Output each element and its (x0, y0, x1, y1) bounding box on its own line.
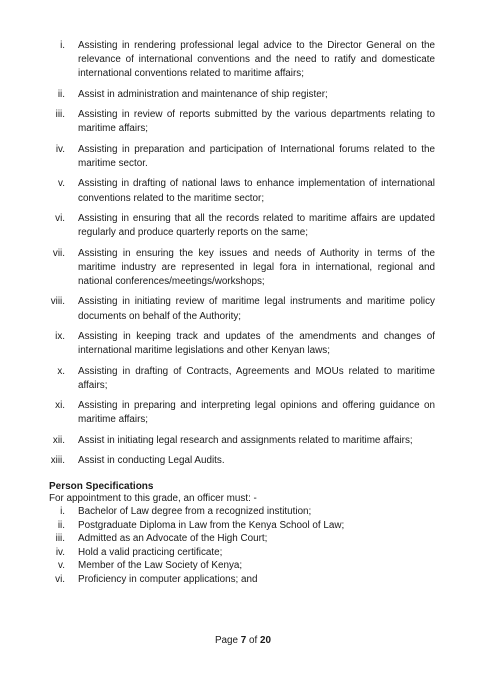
duties-list (43, 39, 435, 475)
item-number: i. (60, 506, 65, 517)
item-text: Assist in administration and maintenance of ship register; (78, 88, 328, 100)
item-number: vi. (55, 212, 65, 224)
list-item (43, 434, 435, 448)
item-text: Assist in conducting Legal Audits. (78, 455, 225, 467)
page-footer (0, 634, 486, 647)
list-item (43, 454, 435, 468)
item-number: xiii. (50, 455, 65, 467)
current-page-number: 7 (240, 635, 247, 646)
list-item (43, 295, 435, 323)
item-text: Proficiency in computer applications; and (78, 573, 258, 585)
list-item (43, 143, 435, 171)
list-item (43, 108, 435, 136)
item-text: Assisting in ensuring the key issues and needs of Authority in terms of the maritime industry are represented in legal fora in international, regional and national conferences/meetings/workshops; (78, 247, 435, 287)
item-number: xii. (52, 434, 65, 446)
page-label: Page (214, 635, 239, 646)
item-number: ix. (55, 330, 65, 342)
item-text: Assisting in initiating review of maritime legal instruments and maritime policy documents on behalf of the Authority; (78, 296, 435, 322)
total-pages-number: 20 (260, 635, 272, 646)
item-number: iv. (55, 546, 65, 558)
item-number: i. (60, 40, 65, 51)
list-item (44, 505, 434, 519)
list-item (43, 247, 435, 290)
list-item (44, 532, 434, 546)
item-number: v. (58, 560, 65, 572)
item-text: Assisting in rendering professional legal advice to the Director General on the relevance of international conventions and the need to ratify and domesticate international conventions related to maritime affairs; (78, 40, 435, 80)
person-specifications-list (44, 505, 434, 587)
item-number: iii. (55, 533, 65, 545)
item-text: Hold a valid practicing certificate; (78, 546, 223, 558)
item-text: Assisting in review of reports submitted by the various departments relating to maritime affairs; (78, 109, 435, 135)
item-number: x. (57, 365, 65, 377)
item-text: Assisting in drafting of national laws to enhance implementation of international conventions related to the maritime sector; (78, 178, 435, 204)
item-number: iv. (55, 143, 65, 155)
item-number: iii. (55, 109, 65, 121)
item-text: Admitted as an Advocate of the High Court; (78, 533, 268, 545)
item-number: vi. (55, 573, 65, 585)
list-item (44, 559, 434, 573)
item-text: Assisting in keeping track and updates of the amendments and changes of international maritime legislations and other Kenyan laws; (78, 330, 435, 357)
item-text: Assisting in ensuring that all the records related to maritime affairs are updated regularly and produce quarterly reports on the same; (78, 212, 435, 239)
item-text: Assisting in preparation and participation of International forums related to the maritime sector. (78, 143, 435, 169)
item-text: Assisting in drafting of Contracts, Agreements and MOUs related to maritime affairs; (78, 365, 435, 391)
list-item (43, 88, 435, 102)
list-item (44, 519, 434, 533)
section-intro: For appointment to this grade, an officer must: - (49, 493, 257, 504)
list-item (43, 177, 435, 205)
list-item (43, 399, 435, 427)
item-number: ii. (57, 88, 65, 100)
list-item (43, 212, 435, 240)
of-label: of (249, 635, 258, 646)
item-number: viii. (50, 296, 65, 308)
item-number: ii. (57, 519, 65, 531)
list-item (43, 39, 435, 82)
section-heading: Person Specifications (49, 481, 154, 492)
item-text: Member of the Law Society of Kenya; (78, 560, 243, 572)
item-number: v. (58, 178, 65, 190)
list-item (44, 546, 434, 560)
list-item (44, 573, 434, 587)
item-text: Assisting in preparing and interpreting legal opinions and offering guidance on maritime affairs; (78, 400, 435, 426)
item-number: xi. (55, 400, 65, 412)
list-item (43, 365, 435, 393)
item-text: Bachelor of Law degree from a recognized institution; (78, 506, 312, 517)
list-item (43, 330, 435, 358)
item-number: vii. (52, 247, 65, 259)
item-text: Postgraduate Diploma in Law from the Kenya School of Law; (78, 519, 345, 531)
item-text: Assist in initiating legal research and assignments related to maritime affairs; (78, 434, 413, 446)
